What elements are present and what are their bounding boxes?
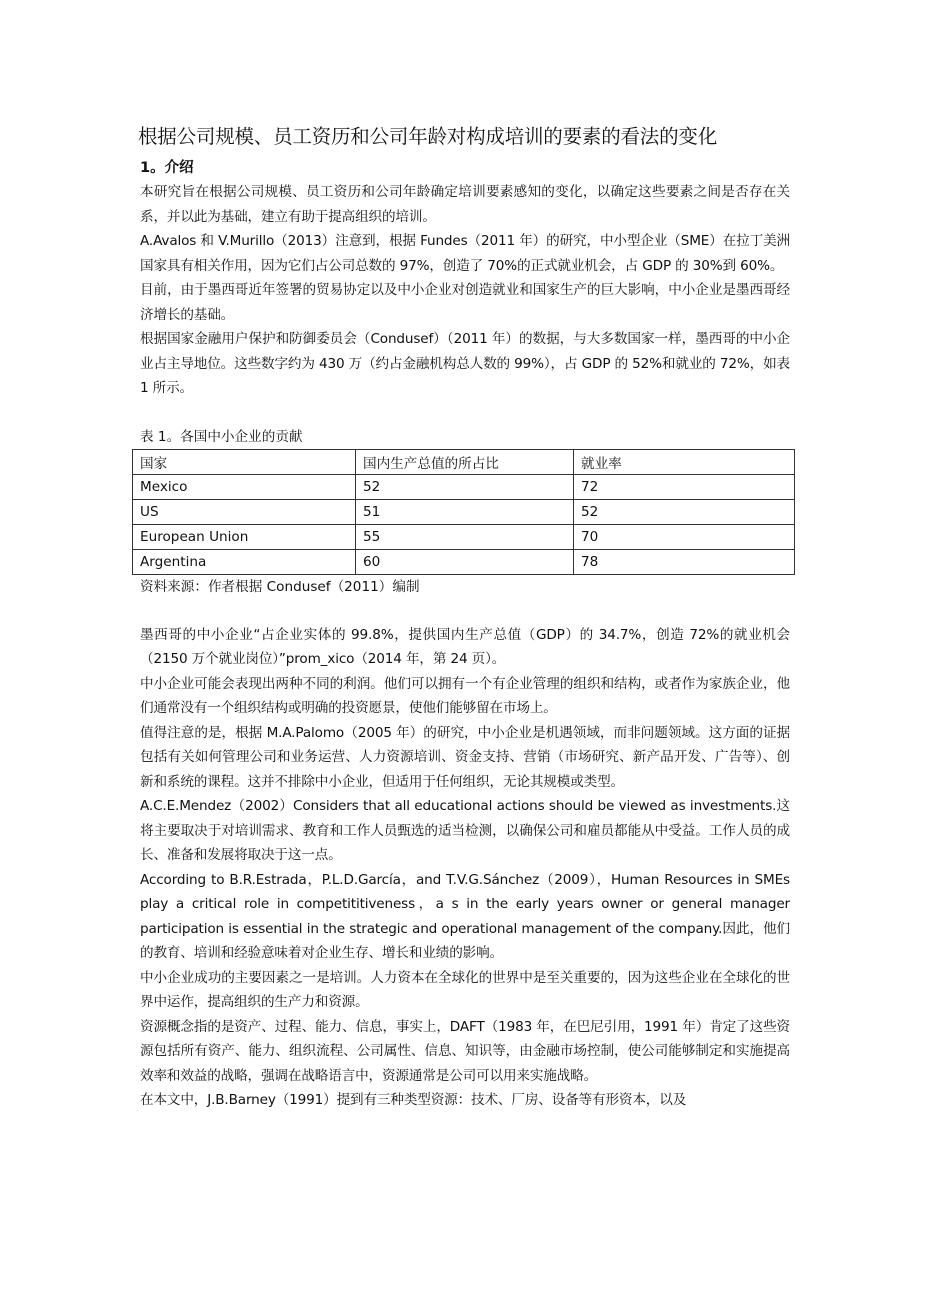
paragraph: According to B.R.Estrada，P.L.D.García，and T.V.G.Sánchez（2009），Human Resources in SMEs play a critical role in competititiveness，a s in the early years owner or general manager participation is essential in the strategic and operational management of the company.因此，他们的教育、培训和经验意味着对企业生存、增长和业绩的影响。	[140, 871, 790, 961]
paragraph: A.Avalos 和 V.Murillo（2013）注意到，根据 Fundes（2011 年）的研究，中小型企业（SME）在拉丁美洲国家具有相关作用，因为它们占公司总数的 97%，创造了 70%的正式就业机会，占 GDP 的 30%到 60%。	[140, 233, 790, 274]
section-heading: 1。介绍	[140, 160, 194, 176]
table-row	[133, 474, 795, 499]
table-caption: 表 1。各国中小企业的贡献	[140, 428, 303, 445]
paragraph: 中小企业可能会表现出两种不同的利润。他们可以拥有一个有企业管理的组织和结构，或者作为家族企业，他们通常没有一个组织结构或明确的投资愿景，使他们能够留在市场上。	[140, 675, 790, 716]
paragraph: 墨西哥的中小企业“占企业实体的 99.8%，提供国内生产总值（GDP）的 34.7%，创造 72%的就业机会（2150 万个就业岗位）”prom_xico（2014 年，第 24 页）。	[140, 626, 790, 667]
paragraph: 本研究旨在根据公司规模、员工资历和公司年龄确定培训要素感知的变化，以确定这些要素之间是否存在关系，并以此为基础，建立有助于提高组织的培训。	[140, 184, 790, 225]
paragraph: A.C.E.Mendez（2002）Considers that all educational actions should be viewed as investments.这将主要取决于对培训需求、教育和工作人员甄选的适当检测，以确保公司和雇员都能从中受益。工作人员的成长、准备和发展将取决于这一点。	[140, 798, 790, 863]
table-row	[133, 549, 795, 574]
paragraph: 值得注意的是，根据 M.A.Palomo（2005 年）的研究，中小企业是机遇领域，而非问题领域。这方面的证据包括有关如何管理公司和业务运营、人力资源培训、资金支持、营销（市场研究、新产品开发、广告等）、创新和系统的课程。这并不排除中小企业，但适用于任何组织，无论其规模或类型。	[140, 724, 790, 790]
document-title: 根据公司规模、员工资历和公司年龄对构成培训的要素的看法的变化	[138, 125, 718, 148]
sme-contribution-table	[132, 449, 795, 575]
table-row	[133, 499, 795, 524]
table-cell: Argentina	[133, 549, 356, 574]
table-header-cell: 国内生产总值的所占比	[356, 449, 574, 474]
table-cell: US	[133, 499, 356, 524]
document-page	[140, 122, 790, 1113]
table-cell: European Union	[133, 524, 356, 549]
table-cell: 78	[574, 549, 795, 574]
paragraph: 资源概念指的是资产、过程、能力、信息，事实上，DAFT（1983 年，在巴尼引用，1991 年）肯定了这些资源包括所有资产、能力、组织流程、公司属性、信息、知识等，由金融市场控制，使公司能够制定和实施提高效率和效益的战略，强调在战略语言中，资源通常是公司可以用来实施战略。	[140, 1018, 790, 1084]
table-cell: 60	[356, 549, 574, 574]
table-header-cell: 就业率	[574, 449, 795, 474]
spacer	[140, 401, 790, 425]
paragraph: 中小企业成功的主要因素之一是培训。人力资本在全球化的世界中是至关重要的，因为这些企业在全球化的世界中运作，提高组织的生产力和资源。	[140, 969, 790, 1010]
paragraph: 根据国家金融用户保护和防御委员会（Condusef）（2011 年）的数据，与大多数国家一样，墨西哥的中小企业占主导地位。这些数字约为 430 万（约占金融机构总人数的 99%），占 GDP 的 52%和就业的 72%，如表 1 所示。	[140, 331, 790, 396]
table-header-row	[133, 449, 795, 474]
table-cell: 70	[574, 524, 795, 549]
table-header-cell: 国家	[133, 449, 356, 474]
table-cell: 52	[574, 499, 795, 524]
table-source-note: 资料来源：作者根据 Condusef（2011）编制	[140, 578, 420, 595]
paragraph: 目前，由于墨西哥近年签署的贸易协定以及中小企业对创造就业和国家生产的巨大影响，中小企业是墨西哥经济增长的基础。	[140, 282, 790, 323]
table-cell: 72	[574, 474, 795, 499]
spacer	[140, 599, 790, 623]
paragraph: 在本文中，J.B.Barney（1991）提到有三种类型资源：技术、厂房、设备等有形资本，以及	[140, 1092, 687, 1108]
table-cell: 55	[356, 524, 574, 549]
table-cell: 51	[356, 499, 574, 524]
table-cell: 52	[356, 474, 574, 499]
table-row	[133, 524, 795, 549]
table-cell: Mexico	[133, 474, 356, 499]
